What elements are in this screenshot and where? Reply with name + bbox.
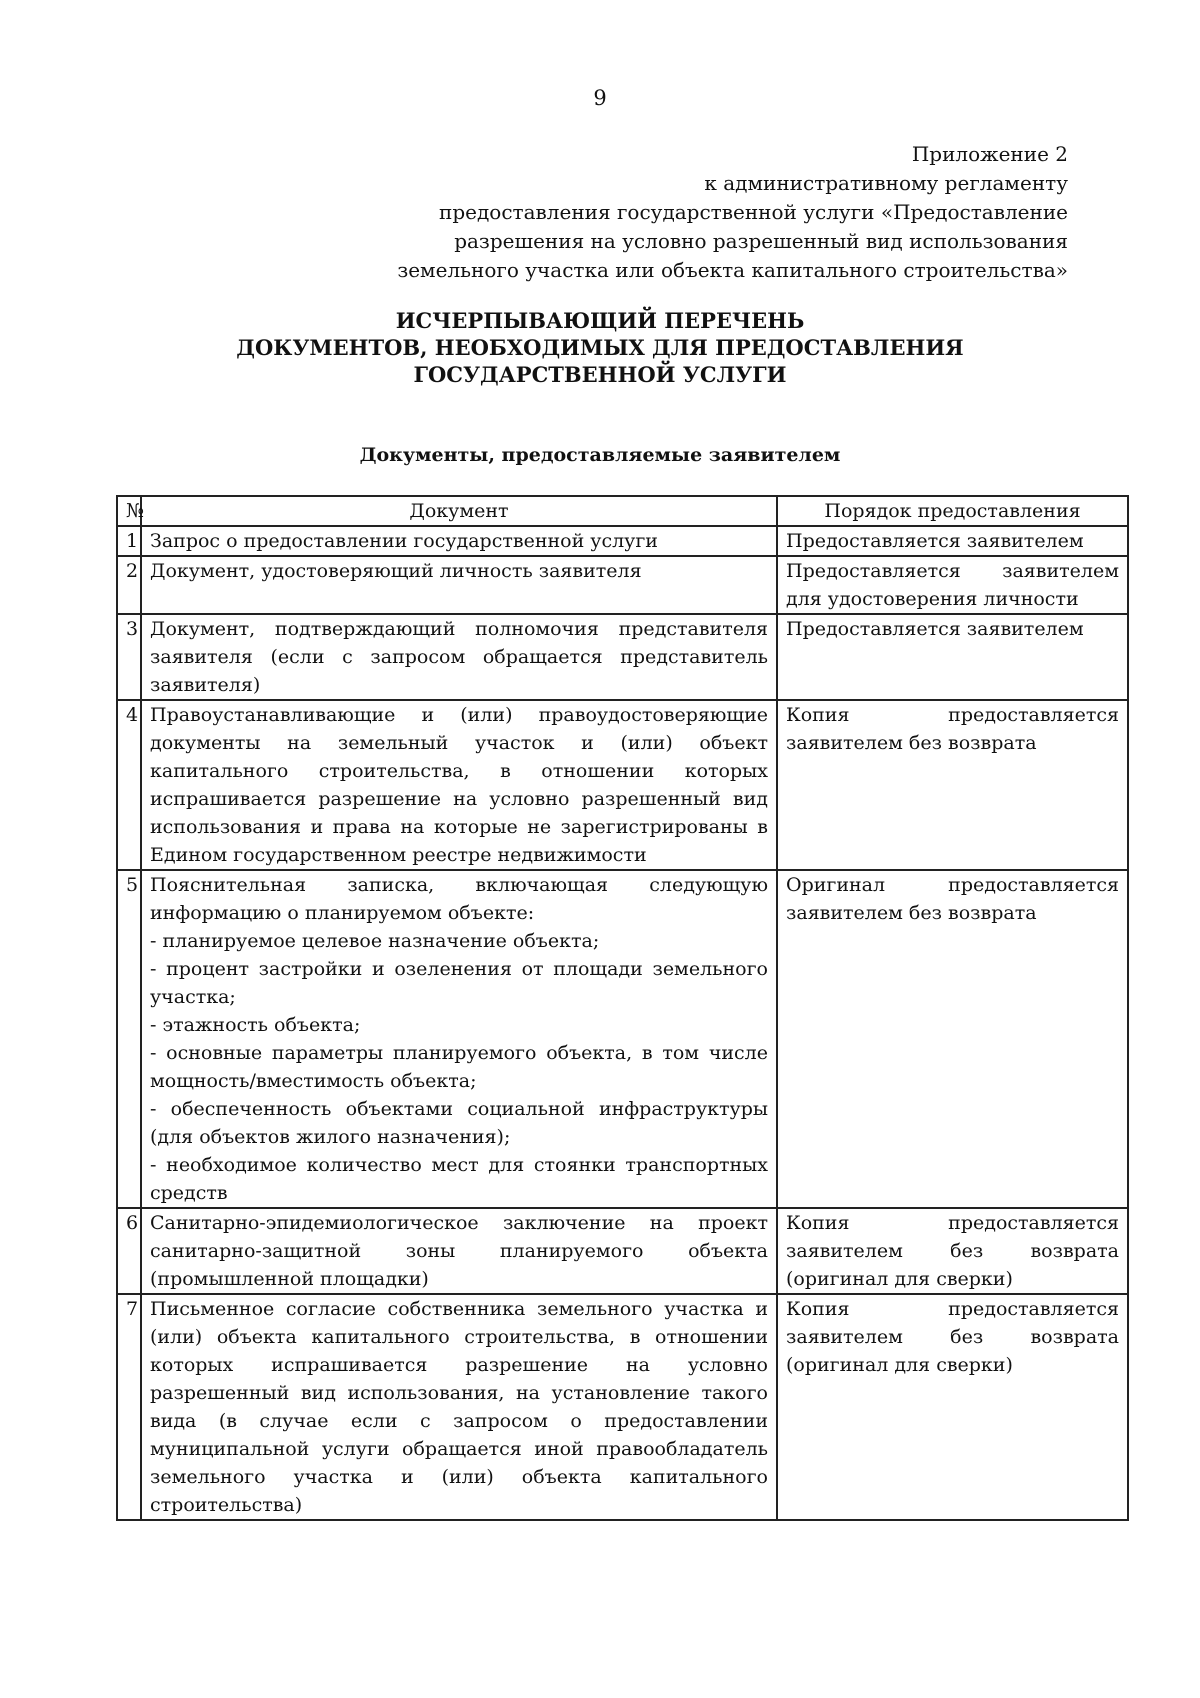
document-line: - обеспеченность объектами социальной инфраструктуры (для объектов жилого назначения); (150, 1098, 768, 1148)
header-document: Документ (141, 496, 777, 526)
appendix-line: Приложение 2 (911, 142, 1068, 166)
documents-table (116, 495, 1129, 1521)
row-order: Копия предоставляется заявителем без возврата (оригинал для сверки) (777, 1294, 1128, 1520)
title-line: ИСЧЕРПЫВАЮЩИЙ ПЕРЕЧЕНЬ (395, 308, 805, 333)
row-document: Правоустанавливающие и (или) правоудостоверяющие документы на земельный участок и (или) объект капитального строительства, в отношении которых испрашивается разрешение на условно разрешенный вид использования и права на которые не зарегистрированы в Едином государственном реестре недвижимости (141, 700, 777, 870)
document-line: - необходимое количество мест для стоянки транспортных средств (150, 1154, 768, 1204)
row-number: 4 (117, 700, 141, 870)
row-document: Запрос о предоставлении государственной услуги (141, 526, 777, 556)
appendix-line: к административному регламенту (704, 171, 1068, 195)
appendix-line: разрешения на условно разрешенный вид использования (454, 229, 1068, 253)
header-order: Порядок предоставления (777, 496, 1128, 526)
table-row (117, 526, 1128, 556)
row-order: Копия предоставляется заявителем без возврата (777, 700, 1128, 870)
row-number: 3 (117, 614, 141, 700)
row-order: Предоставляется заявителем (777, 614, 1128, 700)
row-document: Документ, удостоверяющий личность заявителя (141, 556, 777, 614)
appendix-note (368, 140, 1068, 285)
document-line: - основные параметры планируемого объекта, в том числе мощность/вместимость объекта; (150, 1042, 768, 1092)
document-line: - планируемое целевое назначение объекта; (150, 930, 600, 952)
row-number: 7 (117, 1294, 141, 1520)
row-order: Предоставляется заявителем (777, 526, 1128, 556)
row-document (141, 870, 777, 1208)
title-line: ДОКУМЕНТОВ, НЕОБХОДИМЫХ ДЛЯ ПРЕДОСТАВЛЕНИЯ (236, 335, 964, 360)
table-row (117, 1294, 1128, 1520)
document-line: - этажность объекта; (150, 1014, 361, 1036)
table-row (117, 1208, 1128, 1294)
row-number: 5 (117, 870, 141, 1208)
title-line: ГОСУДАРСТВЕННОЙ УСЛУГИ (413, 362, 787, 387)
document-line: - процент застройки и озеленения от площади земельного участка; (150, 958, 768, 1008)
row-order: Предоставляется заявителем для удостоверения личности (777, 556, 1128, 614)
row-number: 1 (117, 526, 141, 556)
row-number: 2 (117, 556, 141, 614)
appendix-line: предоставления государственной услуги «Предоставление (439, 200, 1068, 224)
section-subtitle: Документы, предоставляемые заявителем (359, 444, 841, 466)
header-number: № (117, 496, 141, 526)
table-row (117, 700, 1128, 870)
document-line: Пояснительная записка, включающая следующую информацию о планируемом объекте: (150, 874, 768, 924)
row-number: 6 (117, 1208, 141, 1294)
page-number: 9 (593, 86, 607, 110)
row-order: Копия предоставляется заявителем без возврата (оригинал для сверки) (777, 1208, 1128, 1294)
table-row (117, 870, 1128, 1208)
table-row (117, 556, 1128, 614)
table-header-row (117, 496, 1128, 526)
table-row (117, 614, 1128, 700)
row-document: Письменное согласие собственника земельного участка и (или) объекта капитального строительства, в отношении которых испрашивается разрешение на условно разрешенный вид использования, на установление такого вида (в случае если с запросом о предоставлении муниципальной услуги обращается иной правообладатель земельного участка и (или) объекта капитального строительства) (141, 1294, 777, 1520)
row-order: Оригинал предоставляется заявителем без возврата (777, 870, 1128, 1208)
appendix-line: земельного участка или объекта капитального строительства» (397, 258, 1068, 282)
row-document: Санитарно-эпидемиологическое заключение на проект санитарно-защитной зоны планируемого объекта (промышленной площадки) (141, 1208, 777, 1294)
document-title (0, 307, 1200, 388)
row-document: Документ, подтверждающий полномочия представителя заявителя (если с запросом обращается представитель заявителя) (141, 614, 777, 700)
